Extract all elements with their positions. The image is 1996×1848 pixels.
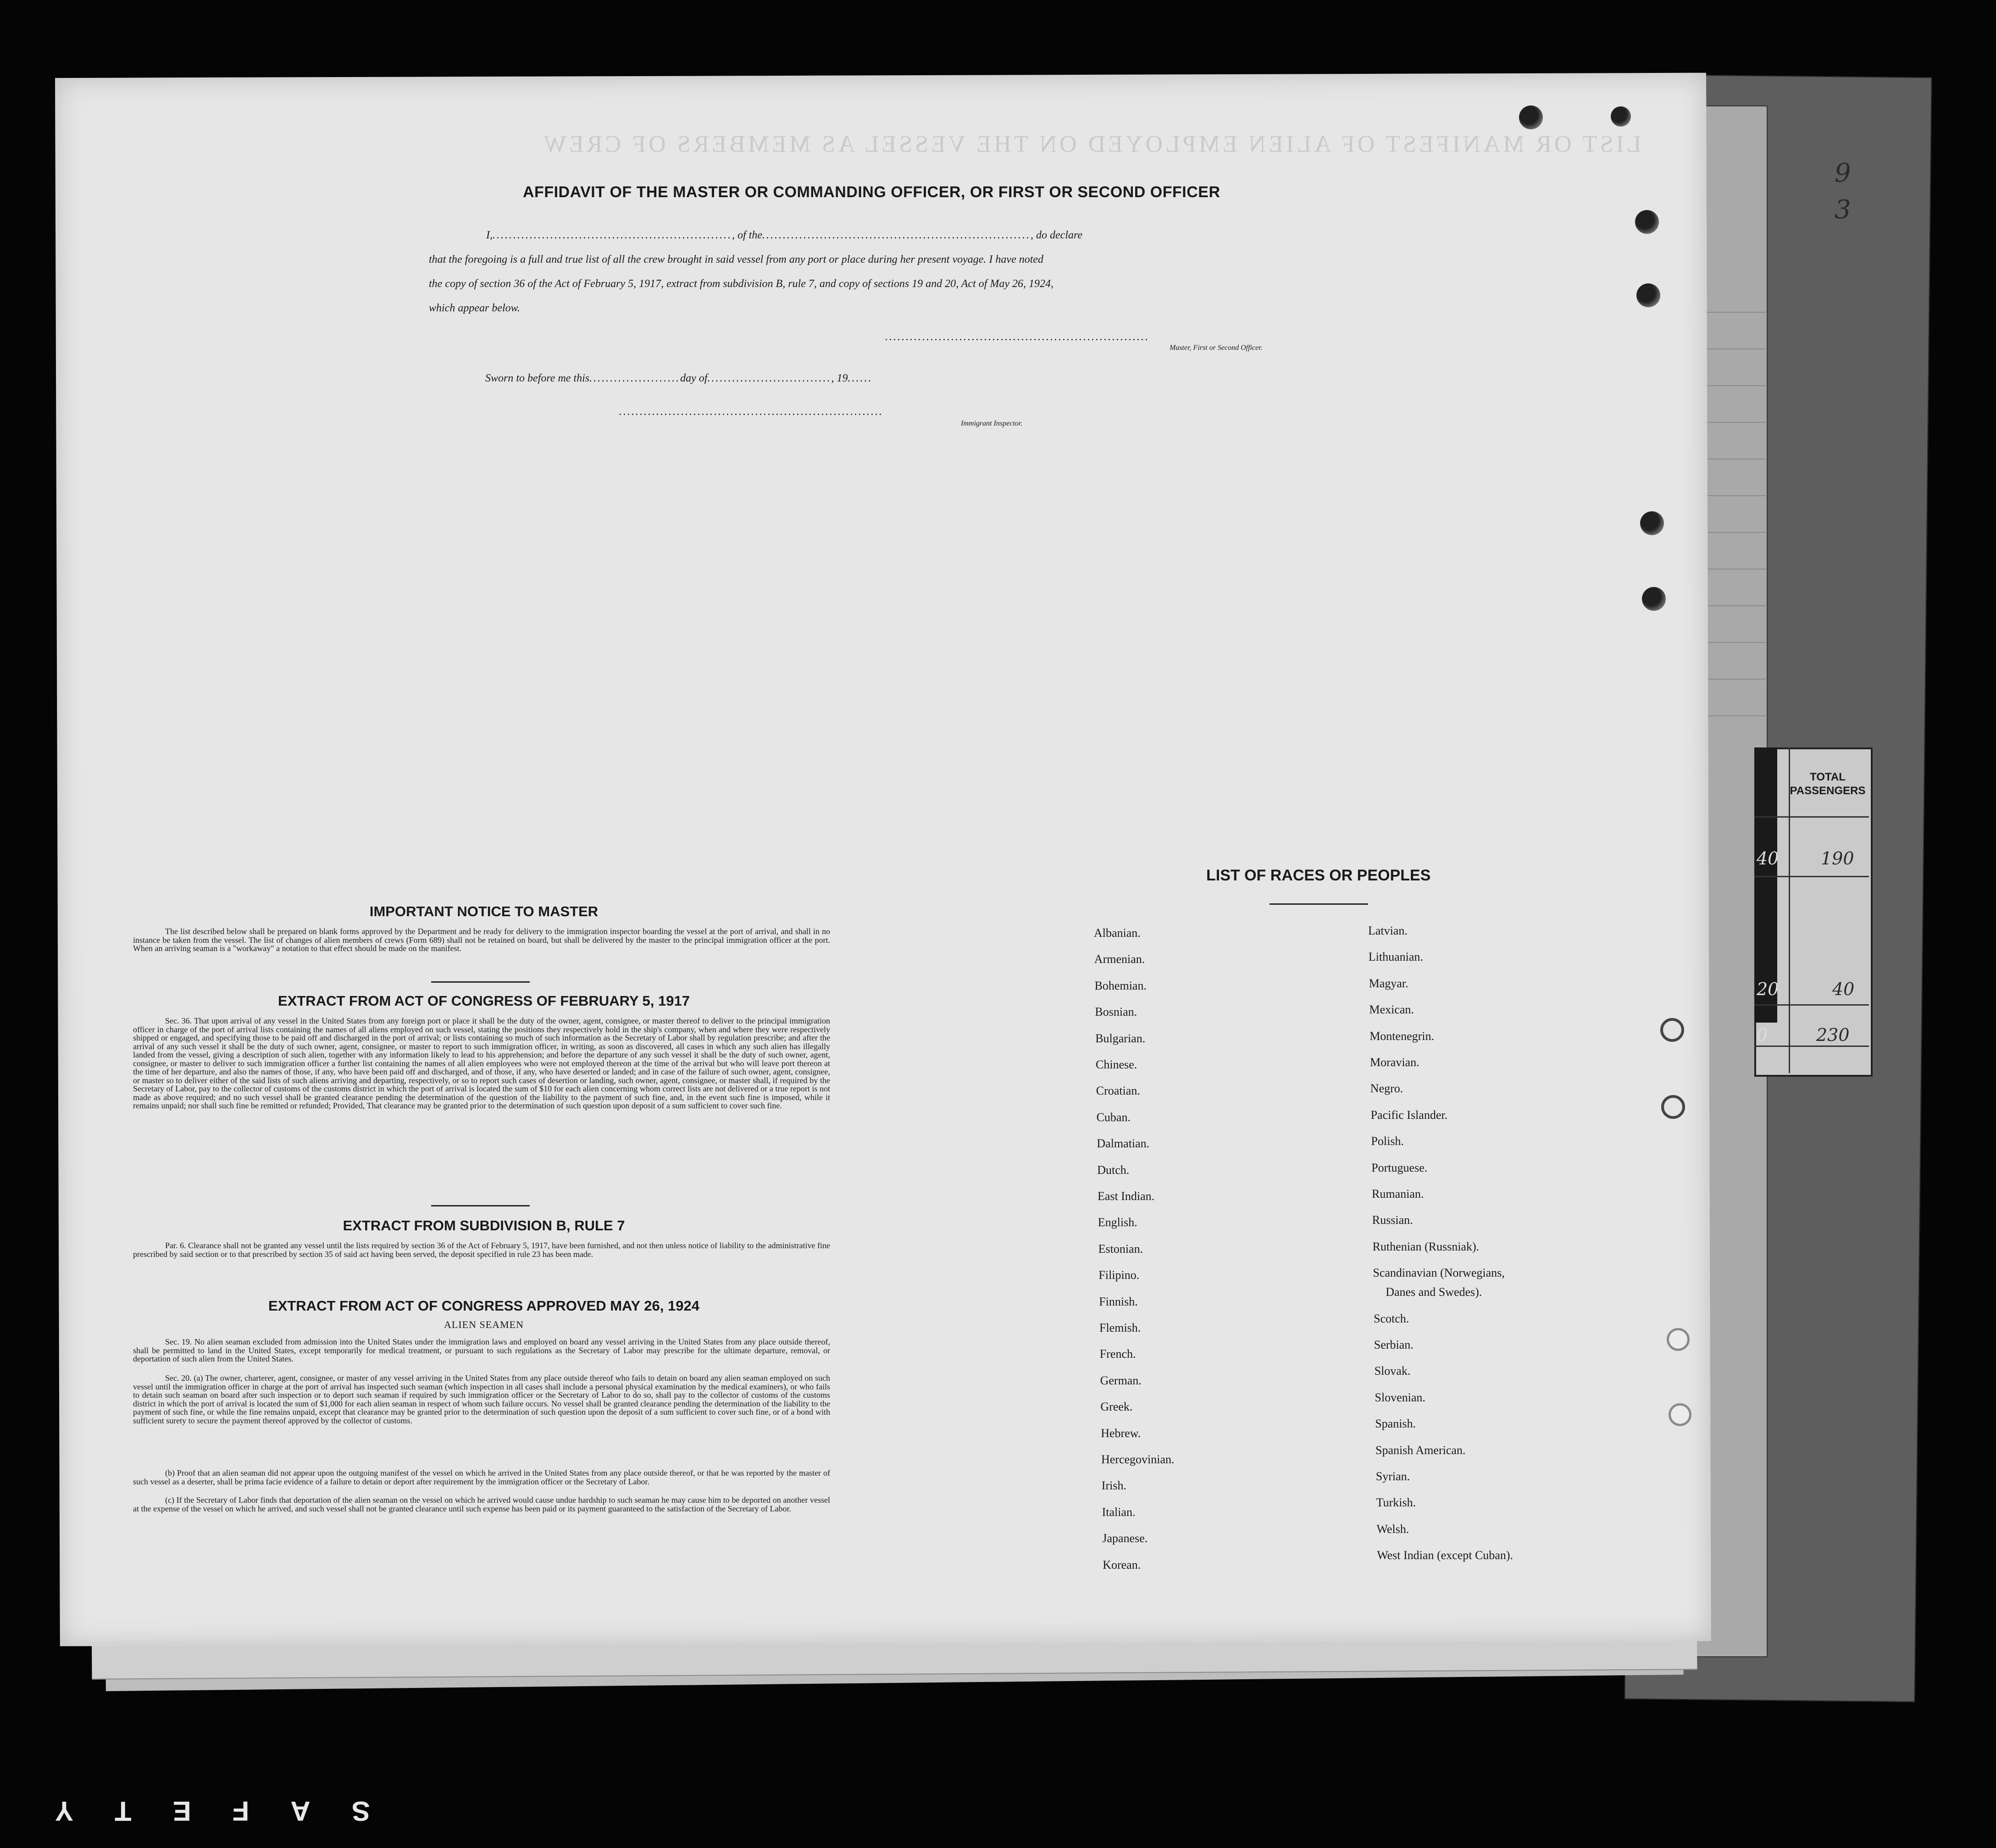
race-item: Negro. bbox=[1370, 1082, 1403, 1096]
race-item: German. bbox=[1100, 1373, 1142, 1387]
punch-hole bbox=[1636, 283, 1660, 307]
race-item: Scandinavian (Norwegians, bbox=[1373, 1266, 1505, 1280]
affidavit-declaration-line bbox=[486, 229, 1082, 242]
race-item: Lithuanian. bbox=[1368, 950, 1423, 964]
section-divider bbox=[431, 1205, 530, 1206]
race-item: English. bbox=[1098, 1216, 1137, 1229]
blank-name: .......................................................... bbox=[493, 229, 732, 241]
race-item: Dalmatian. bbox=[1097, 1137, 1150, 1151]
race-item: Welsh. bbox=[1376, 1522, 1409, 1536]
race-item: Latvian. bbox=[1368, 924, 1408, 937]
inspector-signature-blank: ................................................................ bbox=[619, 406, 883, 418]
table-rule bbox=[1789, 747, 1790, 1073]
handwritten-mark: 3 bbox=[1835, 195, 1851, 225]
race-item: Chinese. bbox=[1096, 1058, 1137, 1071]
table-value: 40 bbox=[1832, 979, 1855, 999]
section-divider bbox=[1270, 903, 1368, 905]
race-item: Rumanian. bbox=[1372, 1187, 1424, 1201]
races-title: LIST OF RACES OR PEOPLES bbox=[1206, 867, 1431, 884]
table-value: 40 bbox=[1757, 848, 1779, 869]
race-item: Slovak. bbox=[1374, 1364, 1411, 1378]
subdivision-b-title: EXTRACT FROM SUBDIVISION B, RULE 7 bbox=[343, 1217, 625, 1234]
punch-hole bbox=[1669, 1403, 1691, 1426]
back-page-grid bbox=[1706, 293, 1766, 752]
race-item: Hercegovinian. bbox=[1101, 1453, 1175, 1466]
race-item: Syrian. bbox=[1375, 1470, 1410, 1483]
race-item: Danes and Swedes). bbox=[1386, 1285, 1482, 1299]
race-item: Spanish. bbox=[1375, 1417, 1416, 1431]
table-value: 0 bbox=[1757, 1025, 1768, 1045]
punch-hole bbox=[1611, 106, 1631, 127]
section-divider bbox=[431, 981, 530, 983]
race-item: Albanian. bbox=[1094, 926, 1141, 940]
extract-1924-title: EXTRACT FROM ACT OF CONGRESS APPROVED MAY 26, 1924 bbox=[268, 1298, 699, 1314]
extract-1917-body: Sec. 36. That upon arrival of any vessel in the United States from any foreign port or place it shall be the duty of the owner, agent, consignee, or master thereof to deliver to the principal immigration officer in charge of the port of arrival lists containing the names of all aliens employed on such vessel, stating the positions they respectively hold in the ship's company, when and where they were respectively shipped or engaged, and specifying those to be paid off and discharged in the port of arrival; or lists containing so much of such information as the Secretary of Labor shall by regulation prescribe; and after the arrival of any such vessel it shall be the duty of such owner, agent, consignee, or master to report to such immigration officer, in writing, as soon as discovered, all cases in which any such alien has illegally landed from the vessel, giving a description of such alien, together with any information likely to lead to his apprehension; and before the departure of any such vessel it shall be the duty of such owner, agent, consignee, or master to deliver to such immigration officer a further list containing the names of all alien employees who were not employed thereon at the time of the arrival but who will leave port thereon at the time of her departure, and also the names of those, if any, who have been paid off and discharged, and of those, if any, who have deserted or landed; and in case of the failure of such owner, agent, consignee, or master so to deliver either of the said lists of such aliens arriving and departing, respectively, or so to report such cases of desertion or landing, such owner, agent, consignee, or master shall, if required by the Secretary of Labor, pay to the collector of customs of the customs district in which the port of arrival is located the sum of $10 for each alien concerning whom correct lists are not delivered or a true report is not made as above required; and no such vessel shall be granted clearance pending the determination of the question of the liability to the payment of such fine, and, in the event such fine is imposed, while it remains unpaid; nor shall such fine be remitted or refunded; Provided, That clearance may be granted prior to the determination of such question upon deposit of a sum sufficient to cover such fine. bbox=[133, 1016, 830, 1110]
race-item: Russian. bbox=[1372, 1213, 1413, 1227]
notice-body: The list described below shall be prepared on blank forms approved by the Department and be ready for delivery to the immigration inspector boarding the vessel at the port of arrival, and shall in no instance be taken from the vessel. The list of changes of alien members of crews (Form 689) shall not be retained on board, but shall be delivered by the master to the principal immigration officer at the port. When an arriving seaman is a "workaway" a notation to that effect should be made on the manifest. bbox=[133, 927, 830, 953]
race-item: Hebrew. bbox=[1101, 1426, 1141, 1440]
race-item: Turkish. bbox=[1376, 1496, 1416, 1510]
table-rule bbox=[1754, 876, 1869, 877]
subdivision-b-body: Par. 6. Clearance shall not be granted any vessel until the lists required by section 36 of the Act of February 5, 1917, have been furnished, and not then unless notice of liability to the administrative fine prescribed by said section or to that prescribed by section 35 of said act having been served, the deposit specified in rule 23 has been made. bbox=[133, 1241, 830, 1259]
race-item: Filipino. bbox=[1098, 1268, 1140, 1282]
race-item: West Indian (except Cuban). bbox=[1377, 1549, 1513, 1562]
race-item: Moravian. bbox=[1370, 1056, 1419, 1069]
table-rule bbox=[1754, 1046, 1869, 1047]
race-item: Estonian. bbox=[1098, 1242, 1143, 1256]
punch-hole bbox=[1642, 587, 1666, 611]
table-value: 190 bbox=[1821, 848, 1854, 869]
side-table-header: TOTAL PASSENGERS bbox=[1790, 771, 1866, 797]
race-item: Armenian. bbox=[1094, 952, 1145, 966]
race-item: Pacific Islander. bbox=[1370, 1108, 1448, 1122]
punch-hole bbox=[1660, 1018, 1684, 1042]
race-item: Slovenian. bbox=[1375, 1390, 1425, 1404]
blank-year: ...... bbox=[848, 372, 873, 384]
sworn-text: day of bbox=[680, 372, 708, 384]
alien-seamen-subtitle: ALIEN SEAMEN bbox=[444, 1319, 524, 1330]
signature-blank: ................................................................ bbox=[885, 331, 1149, 343]
punch-hole bbox=[1519, 105, 1543, 129]
race-item: Mexican. bbox=[1369, 1003, 1414, 1017]
race-item: Dutch. bbox=[1097, 1163, 1130, 1177]
punch-hole bbox=[1667, 1328, 1690, 1351]
race-item: Greek. bbox=[1100, 1400, 1133, 1414]
affidavit-text: that the foregoing is a full and true list of all the crew brought in said vessel from any port or place during her present voyage. I have noted bbox=[429, 254, 1044, 266]
blank-vessel: ................................................................. bbox=[762, 229, 1031, 241]
race-item: Ruthenian (Russniak). bbox=[1372, 1239, 1480, 1253]
table-value: 20 bbox=[1757, 979, 1779, 999]
bleed-through-header: LIST OR MANIFEST OF ALIEN EMPLOYED ON THE VESSEL AS MEMBERS OF CREW bbox=[541, 131, 1641, 157]
race-item: Finnish. bbox=[1099, 1295, 1138, 1308]
race-item: Korean. bbox=[1103, 1558, 1141, 1571]
race-item: Flemish. bbox=[1099, 1321, 1141, 1334]
race-item: Bulgarian. bbox=[1095, 1031, 1146, 1045]
race-item: Spanish American. bbox=[1375, 1443, 1466, 1457]
race-item: Serbian. bbox=[1374, 1338, 1414, 1351]
race-item: East Indian. bbox=[1098, 1190, 1155, 1203]
affidavit-text: the copy of section 36 of the Act of February 5, 1917, extract from subdivision B, rule 7, and copy of sections 19 and 20, Act of May 26, 1924, bbox=[429, 278, 1054, 290]
signature-label: Master, First or Second Officer. bbox=[1170, 344, 1263, 352]
sec19-body: Sec. 19. No alien seaman excluded from admission into the United States under the immigration laws and employed on board any vessel arriving in the United States from any place outside thereof, shall be permitted to land in the United States, except temporarily for medical treatment, or pursuant to such regulations as the Secretary of Labor may prescribe for the ultimate departure, removal, or deportation of such alien from the United States. bbox=[133, 1337, 830, 1363]
race-item: Irish. bbox=[1101, 1479, 1126, 1493]
race-item: Polish. bbox=[1371, 1134, 1404, 1148]
affidavit-text: I, bbox=[486, 229, 493, 241]
sworn-text: , 19 bbox=[831, 372, 848, 384]
sec20c-body: (c) If the Secretary of Labor finds that deportation of the alien seaman on the vessel on which he arrived would cause undue hardship to such seaman he may cause him to be deported on another vessel at the expense of the vessel on which he arrived, and such vessel shall not be granted clearance until such expense has been paid or its payment guaranteed to the satisfaction of the Secretary of Labor. bbox=[133, 1495, 830, 1513]
blank-month: .............................. bbox=[707, 372, 832, 384]
punch-hole bbox=[1640, 511, 1664, 535]
inspector-label: Immigrant Inspector. bbox=[961, 420, 1023, 427]
handwritten-mark: 9 bbox=[1835, 158, 1851, 188]
table-value: 230 bbox=[1816, 1025, 1850, 1045]
race-item: Portuguese. bbox=[1371, 1161, 1428, 1174]
punch-hole bbox=[1635, 210, 1659, 234]
affidavit-title: AFFIDAVIT OF THE MASTER OR COMMANDING OFFICER, OR FIRST OR SECOND OFFICER bbox=[523, 183, 1220, 201]
affidavit-text: , of the bbox=[732, 229, 762, 241]
sworn-line bbox=[485, 372, 872, 385]
extract-1917-title: EXTRACT FROM ACT OF CONGRESS OF FEBRUARY 5, 1917 bbox=[278, 993, 690, 1009]
race-item: Cuban. bbox=[1096, 1110, 1131, 1124]
race-item: Italian. bbox=[1102, 1505, 1136, 1519]
race-item: Bohemian. bbox=[1094, 979, 1147, 992]
table-rule bbox=[1754, 1004, 1869, 1006]
sec20a-body: Sec. 20. (a) The owner, charterer, agent, consignee, or master of any vessel arriving in the United States from any place outside thereof who fails to detain on board any alien seaman employed on such vessel until the immigration officer in charge at the port of arrival has inspected such seaman (which inspection in all cases shall include a personal physical examination by the medical examiners), or who fails to detain such seaman on board after such inspection or to deport such seaman if required by such immigration officer or the Secretary of Labor to do so, shall pay to the collector of customs of the customs district in which the port of arrival is located the sum of $1,000 for each alien seaman in respect of whom such failure occurs. No vessel shall be granted clearance pending the determination of the liability to the payment of such fine, or while the fine remains unpaid, except that clearance may be granted prior to the determination of such question upon the deposit of a sum sufficient to cover such fine, or of a bond with sufficient surety to secure the payment thereof approved by the collector of customs. bbox=[133, 1373, 830, 1425]
table-rule bbox=[1754, 816, 1869, 818]
sec20b-body: (b) Proof that an alien seaman did not appear upon the outgoing manifest of the vessel on which he arrived in the United States from any place outside thereof, or that he was reported by the master of such vessel as a deserter, shall be prima facie evidence of a failure to detain or deport after requirement by the immigration officer or the Secretary of Labor. bbox=[133, 1468, 830, 1486]
race-item: French. bbox=[1099, 1347, 1136, 1361]
race-item: Scotch. bbox=[1374, 1311, 1409, 1325]
film-edge-text: SAFETY bbox=[14, 1796, 370, 1826]
affidavit-text: which appear below. bbox=[429, 302, 520, 314]
punch-hole bbox=[1661, 1095, 1685, 1119]
notice-title: IMPORTANT NOTICE TO MASTER bbox=[369, 903, 599, 919]
race-item: Croatian. bbox=[1096, 1084, 1140, 1098]
race-item: Japanese. bbox=[1102, 1532, 1148, 1545]
blank-day: ...................... bbox=[589, 372, 681, 384]
sworn-text: Sworn to before me this bbox=[485, 372, 590, 384]
race-item: Magyar. bbox=[1369, 976, 1408, 990]
affidavit-text: , do declare bbox=[1031, 229, 1083, 241]
race-item: Bosnian. bbox=[1095, 1005, 1137, 1019]
race-item: Montenegrin. bbox=[1369, 1029, 1434, 1043]
